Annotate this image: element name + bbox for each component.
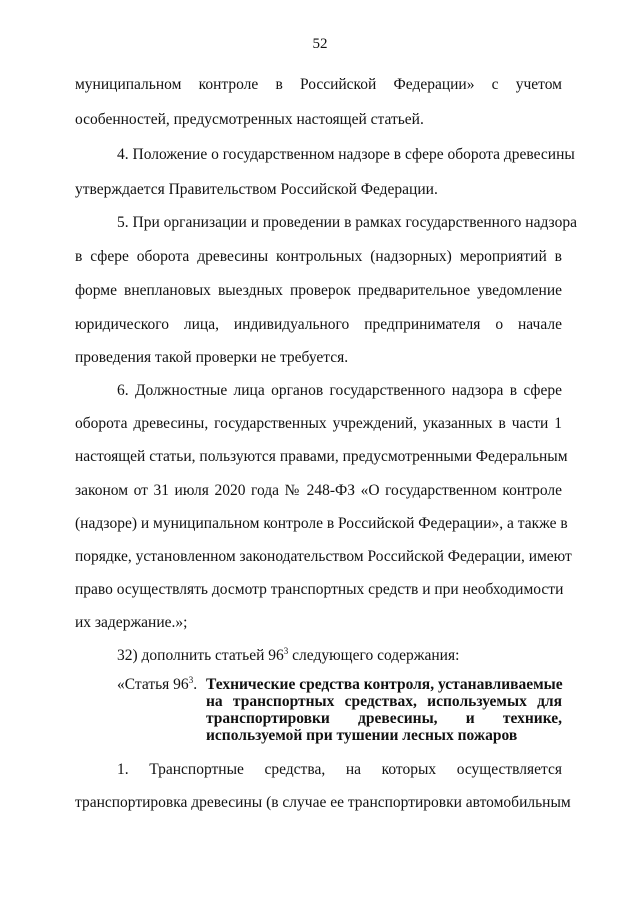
article-label-prefix: «Статья 96	[117, 676, 189, 693]
amendment-superscript: 3	[283, 645, 289, 656]
body-line: в сфере оборота древесины контрольных (надзорных) мероприятий в	[75, 248, 562, 265]
body-line: 1. Транспортные средства, на которых осуществляется	[117, 761, 562, 778]
body-line: право осуществлять досмотр транспортных средств и при необходимости	[75, 581, 564, 598]
amendment-text-after: следующего содержания:	[288, 647, 460, 664]
body-line: юридического лица, индивидуального предпринимателя о начале	[75, 316, 562, 333]
article-title-line: на транспортных средствах, используемых для	[206, 693, 562, 710]
body-line: проведения такой проверки не требуется.	[75, 349, 349, 366]
body-line: транспортировка древесины (в случае ее транспортировки автомобильным	[75, 794, 571, 811]
body-line: форме внеплановых выездных проверок предварительное уведомление	[75, 282, 562, 299]
article-title-line: транспортировки древесины, и технике,	[206, 710, 562, 727]
article-label-superscript: 3	[188, 674, 194, 685]
body-line: оборота древесины, государственных учреждений, указанных в части 1	[75, 415, 562, 432]
body-line: 5. При организации и проведении в рамках государственного надзора	[117, 214, 577, 231]
article-label	[117, 676, 197, 694]
body-line: 4. Положение о государственном надзоре в сфере оборота древесины	[117, 146, 575, 163]
amendment-line	[117, 647, 562, 665]
article-title-line: Технические средства контроля, устанавливаемые	[206, 676, 563, 693]
article-title-line: используемой при тушении лесных пожаров	[206, 727, 518, 744]
body-line: настоящей статьи, пользуются правами, предусмотренными Федеральным	[75, 448, 568, 465]
body-line: муниципальном контроле в Российской Федерации» с учетом	[75, 76, 562, 93]
article-label-suffix: .	[193, 676, 198, 693]
amendment-text-before: 32) дополнить статьей 96	[117, 647, 284, 664]
body-line: 6. Должностные лица органов государственного надзора в сфере	[117, 382, 562, 399]
body-line: (надзоре) и муниципальном контроле в Российской Федерации», а также в	[75, 515, 568, 532]
body-line: особенностей, предусмотренных настоящей статьей.	[75, 111, 424, 128]
body-line: законом от 31 июля 2020 года № 248-ФЗ «О государственном контроле	[75, 482, 562, 499]
body-line: их задержание.»;	[75, 614, 188, 631]
body-line: утверждается Правительством Российской Федерации.	[75, 181, 438, 198]
body-line: порядке, установленном законодательством Российской Федерации, имеют	[75, 548, 572, 565]
page-number: 52	[312, 36, 328, 52]
